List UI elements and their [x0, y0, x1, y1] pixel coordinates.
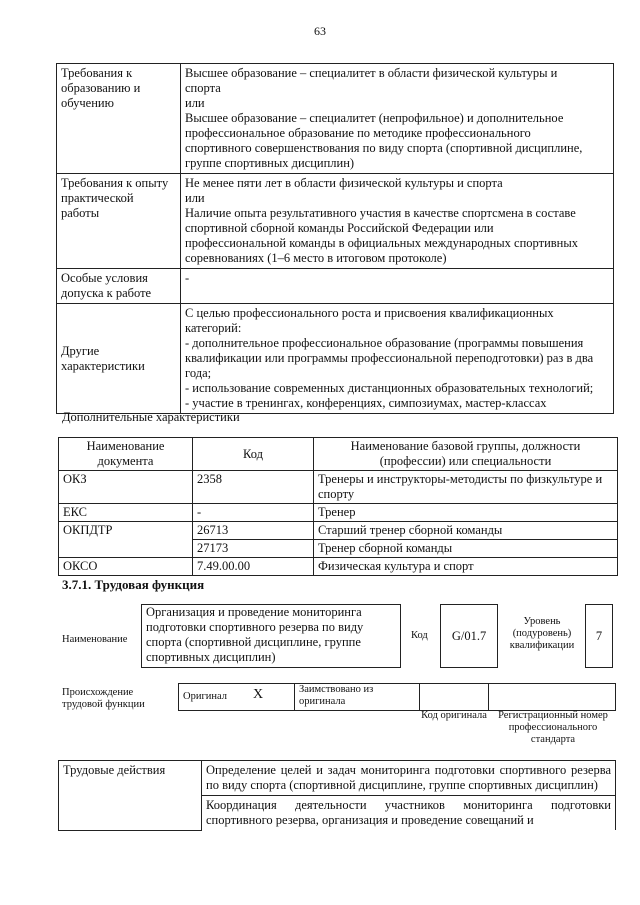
original-mark: X	[253, 687, 264, 702]
function-name: Организация и проведение мониторинга подготовки спортивного резерва по виду спорта (спортивной дисциплине, группе спортивных дисциплин)	[146, 605, 364, 664]
table-row	[57, 64, 614, 174]
value-line: спортивной сборной команды Российской Федерации или	[185, 221, 494, 235]
cell-name: Старший тренер сборной команды	[314, 522, 618, 540]
cell-doc: ОКПДТР	[59, 522, 193, 558]
work-actions-table	[58, 760, 616, 831]
additional-characteristics-title: Дополнительные характеристики	[62, 410, 240, 424]
original-code-label: Код оригинала	[421, 710, 487, 721]
value-line: профессиональной команды в официальных международных спортивных	[185, 236, 578, 250]
cell-doc: ЕКС	[59, 504, 193, 522]
cell-name: Физическая культура и спорт	[314, 558, 618, 576]
value-line: группе спортивных дисциплин)	[185, 156, 355, 170]
value-line: Высшее образование – специалитет в области физической культуры и	[185, 66, 558, 80]
value-line: соревнованиях (1–6 место в итоговом протоколе)	[185, 251, 447, 265]
row-value	[181, 174, 614, 269]
cell-doc: ОКЗ	[59, 471, 193, 504]
table-row	[57, 269, 614, 304]
cell-doc: ОКСО	[59, 558, 193, 576]
divider	[488, 683, 489, 710]
row-label	[57, 174, 181, 269]
column-header: Наименование базовой группы, должности (профессии) или специальности	[314, 438, 618, 471]
value-line: или	[185, 191, 205, 205]
section-heading: 3.7.1. Трудовая функция	[62, 577, 205, 592]
value-line: - использование современных дистанционных образовательных технологий;	[185, 381, 594, 395]
table-row	[59, 471, 618, 504]
value-line: профессиональное образование по методике профессионального	[185, 126, 531, 140]
function-code: G/01.7	[440, 604, 498, 668]
label-line: допуска к работе	[61, 286, 152, 300]
value-line: квалификации или программы профессиональной переподготовки) раз в два	[185, 351, 594, 365]
value-line: - участие в тренингах, конференциях, симпозиумах, мастер-классах	[185, 396, 547, 410]
cell-code: 7.49.00.00	[193, 558, 314, 576]
original-label: Оригинал	[183, 691, 227, 702]
cell-name: Тренер	[314, 504, 618, 522]
row-value	[181, 304, 614, 414]
borrowed-label: Заимствовано из оригинала	[299, 684, 374, 707]
label-line: работы	[61, 206, 100, 220]
label-line: Особые условия	[61, 271, 148, 285]
requirements-table	[56, 63, 614, 414]
row-label	[57, 304, 181, 414]
cell-name: Тренер сборной команды	[314, 540, 618, 558]
label-line: образованию и	[61, 81, 141, 95]
cell-code: -	[193, 504, 314, 522]
table-row	[59, 522, 618, 540]
row-label	[57, 269, 181, 304]
value-line: -	[185, 271, 190, 285]
value-line: категорий:	[185, 321, 242, 335]
label-line: Требования к опыту	[61, 176, 169, 190]
value-line: С целью профессионального роста и присвоения квалификационных	[185, 306, 554, 320]
column-header: Код	[193, 438, 314, 471]
function-name-box	[141, 604, 401, 668]
level-label: Уровень (подуровень) квалификации	[509, 616, 575, 651]
value-line: Наличие опыта результативного участия в качестве спортсмена в составе	[185, 206, 576, 220]
row-value	[181, 269, 614, 304]
label-line: Другие	[61, 343, 100, 358]
table-row	[59, 504, 618, 522]
cell-code: 26713	[193, 522, 314, 540]
table-row	[57, 174, 614, 269]
work-action-item: Определение целей и задач мониторинга подготовки спортивного резерва по виду спорта (спортивной дисциплине, группе спортивных дисциплин)	[202, 761, 616, 796]
value-line: или	[185, 96, 205, 110]
value-line: Высшее образование – специалитет (непрофильное) и дополнительное	[185, 111, 564, 125]
work-action-item: Координация деятельности участников мониторинга подготовки спортивного резерва, организация и проведение совещаний и	[202, 796, 616, 831]
registration-number-label: Регистрационный номер профессионального стандарта	[498, 710, 608, 745]
table-row	[59, 761, 616, 796]
origin-label: Происхождение трудовой функции	[62, 687, 145, 710]
additional-characteristics-table	[58, 437, 618, 576]
work-actions-label: Трудовые действия	[59, 761, 202, 831]
cell-code: 27173	[193, 540, 314, 558]
page-number: 63	[314, 24, 326, 38]
value-line: - дополнительное профессиональное образование (программы повышения	[185, 336, 584, 350]
name-label: Наименование	[62, 634, 128, 645]
cell-name: Тренеры и инструкторы-методисты по физкультуре и спорту	[314, 471, 618, 504]
value-line: спортивного совершенствования по виду спорта (спортивной дисциплине,	[185, 141, 583, 155]
row-value	[181, 64, 614, 174]
column-header: Наименование документа	[59, 438, 193, 471]
value-line: спорта	[185, 81, 221, 95]
label-line: обучению	[61, 96, 114, 110]
table-row	[57, 304, 614, 414]
label-line: практической	[61, 191, 134, 205]
divider	[419, 683, 420, 710]
row-label	[57, 64, 181, 174]
divider	[294, 683, 295, 710]
cell-code: 2358	[193, 471, 314, 504]
value-line: Не менее пяти лет в области физической культуры и спорта	[185, 176, 503, 190]
qualification-level: 7	[585, 604, 613, 668]
label-line: Требования к	[61, 66, 133, 80]
code-label: Код	[411, 630, 428, 641]
value-line: года;	[185, 366, 212, 380]
label-line: характеристики	[61, 358, 145, 373]
table-header-row	[59, 438, 618, 471]
table-row	[59, 558, 618, 576]
